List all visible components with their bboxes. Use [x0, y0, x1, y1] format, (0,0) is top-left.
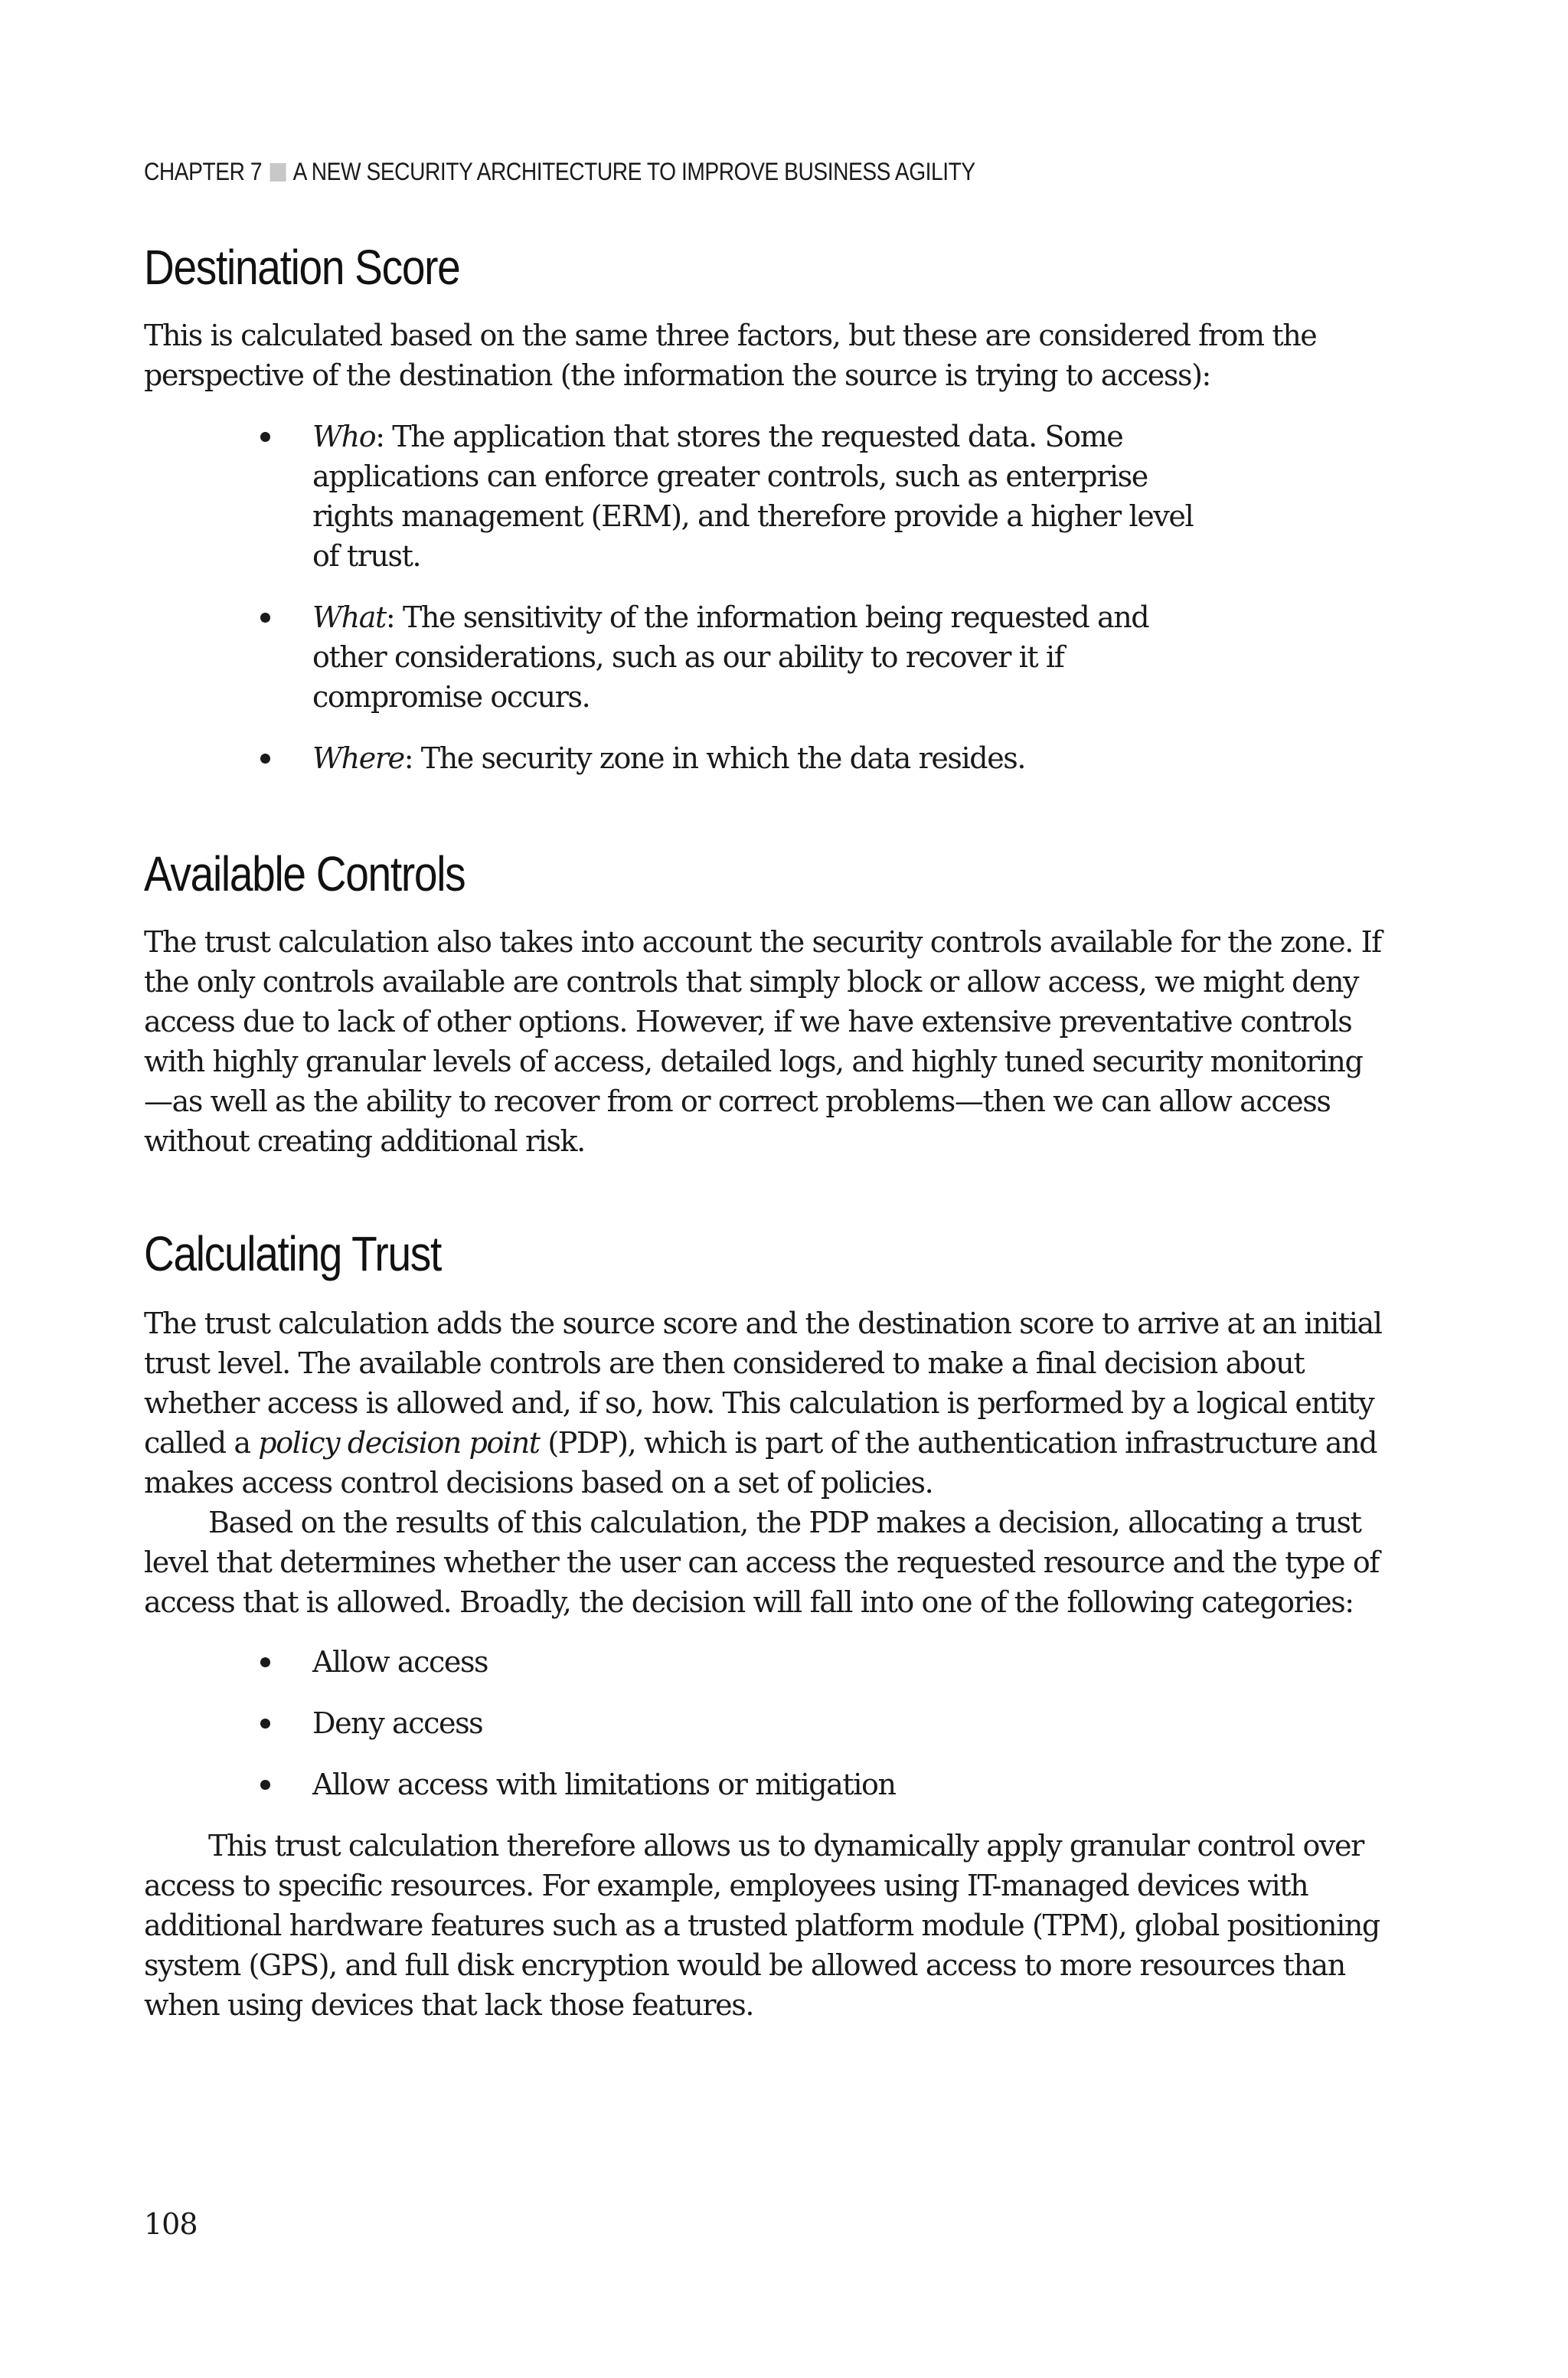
destination-factor-list [144, 417, 1384, 800]
bullet-icon [260, 432, 270, 442]
category-text: Deny access [312, 1706, 483, 1740]
list-item [144, 1703, 1384, 1743]
list-item [144, 738, 1384, 778]
decision-category-list [144, 1642, 1384, 1826]
calculating-trust-paragraph-3: This trust calculation therefore allows us to dynamically apply granular control over access to specific resources. For example, employees using IT-managed devices with additional hardware features such as a trusted platform module (TPM), global positioning system (GPS), and full disk encryption would be allowed access to more resources than when using devices that lack those features. [144, 1829, 1380, 2022]
header-separator-square [270, 163, 286, 182]
bullet-icon [260, 1657, 270, 1667]
pdp-term: policy decision point [258, 1426, 540, 1460]
bullet-icon [260, 1780, 270, 1790]
paragraph-text: The trust calculation adds the source score and the destination score to arrive at an initial trust level. The available controls are then considered to make a final decision about whether access is allowed and, if so, how. This calculation is performed by a logical entity called a [144, 1307, 1382, 1460]
factor-text: : The security zone in which the data resides. [403, 741, 1026, 775]
list-item [144, 1765, 1384, 1804]
paragraph-text: (PDP), which is part of the authentication infrastructure and makes access control decisions based on a set of policies. [144, 1426, 1377, 1500]
bullet-icon [260, 754, 270, 764]
chapter-title: A NEW SECURITY ARCHITECTURE TO IMPROVE BUSINESS AGILITY [292, 158, 975, 185]
heading-available-controls: Available Controls [144, 846, 466, 901]
calculating-trust-paragraph-1 [144, 1303, 1384, 1503]
heading-destination-score: Destination Score [144, 240, 460, 295]
bullet-icon [260, 613, 270, 623]
page-number: 108 [144, 2207, 198, 2241]
category-text: Allow access [312, 1645, 488, 1679]
factor-text: : The sensitivity of the information being requested and other considerations, such as our ability to recover it if compromise occurs. [312, 600, 1149, 714]
factor-term: Who [312, 420, 376, 453]
bullet-icon [260, 1719, 270, 1729]
heading-calculating-trust: Calculating Trust [144, 1226, 441, 1281]
calculating-trust-paragraph-2: Based on the results of this calculation, the PDP makes a decision, allocating a trust level that determines whether the user can access the requested resource and the type of access that is allowed. Broadly, the decision will fall into one of the following categories: [144, 1506, 1379, 1619]
list-item [144, 417, 1384, 576]
factor-term: What [312, 600, 386, 634]
factor-term: Where [312, 741, 404, 775]
chapter-label: CHAPTER 7 [144, 158, 263, 185]
destination-intro: This is calculated based on the same three factors, but these are considered from the perspective of the destination (the information the source is trying to access): [144, 319, 1317, 392]
category-text: Allow access with limitations or mitigation [312, 1768, 896, 1801]
list-item [144, 597, 1384, 717]
list-item [144, 1642, 1384, 1682]
available-controls-body: The trust calculation also takes into account the security controls available for the zone. If the only controls available are controls that simply block or allow access, we might deny access due to lack of other options. However, if we have extensive preventative controls with highly granular levels of access, detailed logs, and highly tuned security monitoring—as well as the ability to recover from or correct problems—then we can allow access without creating additional risk. [144, 925, 1381, 1158]
running-header [144, 158, 975, 186]
factor-text: : The application that stores the requested data. Some applications can enforce greater controls, such as enterprise rights management (ERM), and therefore provide a higher level of trust. [312, 420, 1194, 573]
